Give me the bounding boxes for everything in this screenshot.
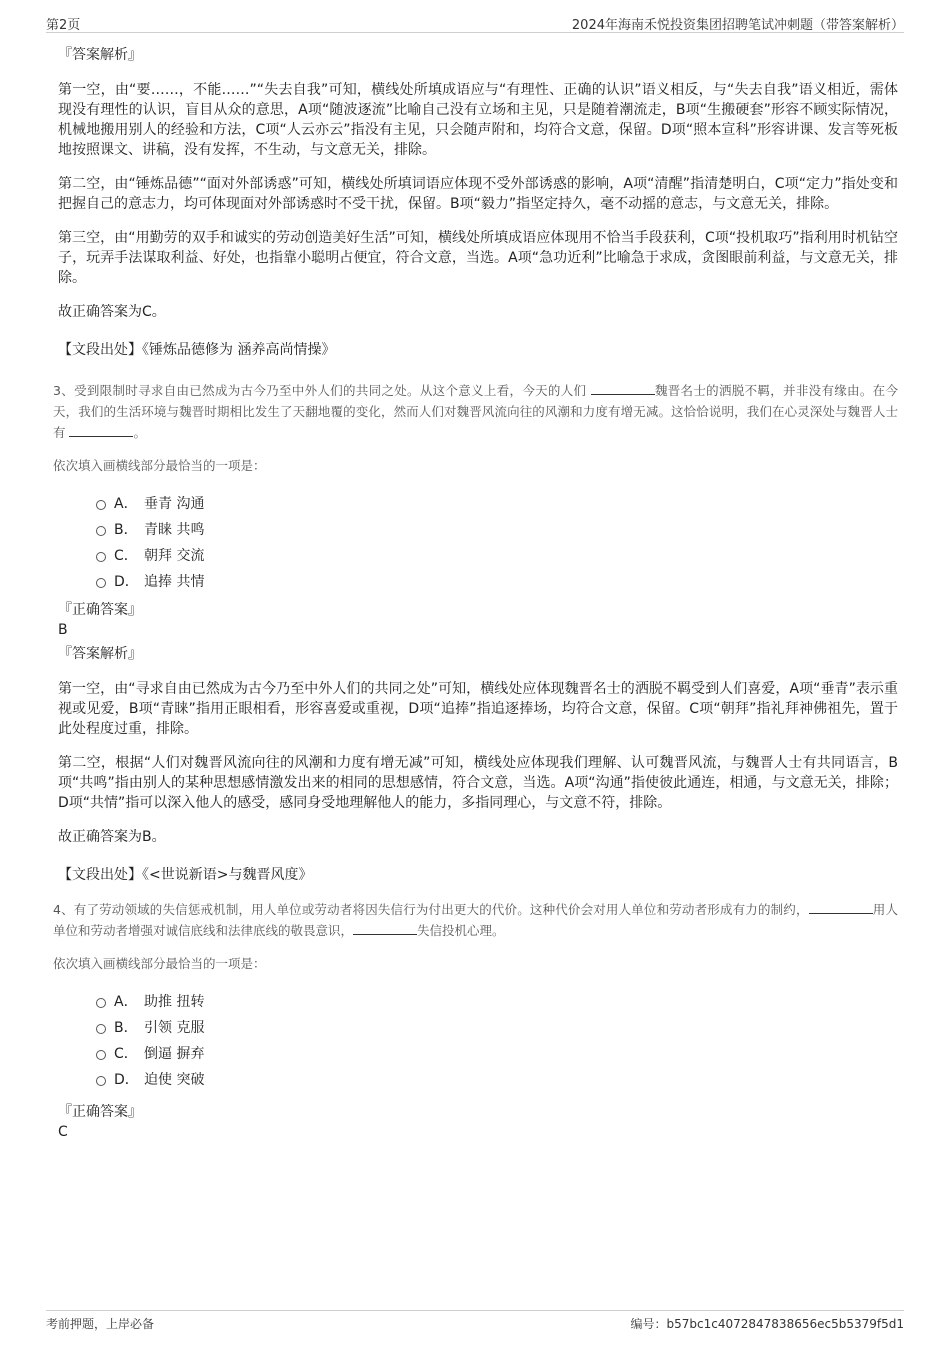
analysis-paragraph: 第二空，由“锤炼品德”“面对外部诱惑”可知，横线处所填词语应体现不受外部诱惑的影响，A项“清醒”指清楚明白，C项“定力”指处变和把握自己的意志力，均可体现面对外部诱惑时不受干扰，保留。B项“毅力”指坚定持久，毫不动摇的意志，与文意无关，排除。 (58, 176, 898, 212)
correct-answer-value: C (58, 1124, 68, 1140)
analysis-paragraph: 第一空，由“要……，不能……”“失去自我”可知，横线处所填成语应与“有理性、正确的认识”语义相反，与“失去自我”语义相近，需体现没有理性的认识，盲目从众的意思，A项“随波逐流”比喻自己没有立场和主见，只是随着潮流走，B项“生搬硬套”形容不顾实际情况，机械地搬用别人的经验和方法，C项“人云亦云”指没有主见，只会随声附和，均符合文意，保留。D项“照本宣科”形容讲课、发言等死板地按照课文、讲稿，没有发挥，不生动，与文意无关，排除。 (58, 82, 898, 158)
radio-icon[interactable] (96, 552, 106, 562)
conclusion: 故正确答案为C。 (58, 304, 166, 320)
page-footer (46, 1310, 904, 1333)
radio-icon[interactable] (96, 1050, 106, 1060)
correct-answer-label: 『正确答案』 (58, 602, 142, 618)
fill-blank (69, 424, 133, 437)
option-a[interactable]: A． 垂青 沟通 (96, 491, 898, 517)
source-citation: 【文段出处】《<世说新语>与魏晋风度》 (58, 867, 313, 883)
analysis-paragraph: 第一空，由“寻求自由已然成为古今乃至中外人们的共同之处”可知，横线处应体现魏晋名士的洒脱不羁受到人们喜爱，A项“垂青”表示重视或见爱，B项“青睐”指用正眼相看，形容喜爱或重视，D项“追捧”指追逐捧场，均符合文意，保留。C项“朝拜”指礼拜神佛祖先，置于此处程度过重，排除。 (58, 681, 898, 737)
option-d[interactable]: D． 迫使 突破 (96, 1067, 898, 1093)
option-c[interactable]: C． 朝拜 交流 (96, 543, 898, 569)
question-4-options (96, 989, 898, 1093)
option-b[interactable]: B． 青睐 共鸣 (96, 517, 898, 543)
option-c[interactable]: C． 倒逼 摒弃 (96, 1041, 898, 1067)
radio-icon[interactable] (96, 500, 106, 510)
page-number: 第2页 (46, 18, 81, 33)
radio-icon[interactable] (96, 578, 106, 588)
main-content (53, 44, 898, 1145)
question-3-options (96, 491, 898, 595)
page-header (46, 12, 904, 33)
option-b[interactable]: B． 引领 克服 (96, 1015, 898, 1041)
radio-icon[interactable] (96, 998, 106, 1008)
document-id: 编号：b57bc1c4072847838656ec5b5379f5d1 (630, 1317, 904, 1331)
question-prompt: 依次填入画横线部分最恰当的一项是： (53, 956, 266, 971)
analysis-paragraph: 第二空，根据“人们对魏晋风流向往的风潮和力度有增无减”可知，横线处应体现我们理解、认可魏晋风流，与魏晋人士有共同语言，B项“共鸣”指由别人的某种思想感情激发出来的相同的思想感情，符合文意，当选。A项“沟通”指使彼此通连，相通，与文意无关，排除；D项“共情”指可以深入他人的感受，感同身受地理解他人的能力，多指同理心，与文意不符，排除。 (58, 755, 898, 811)
source-citation: 【文段出处】《锤炼品德修为 涵养高尚情操》 (58, 342, 336, 358)
question-4-text: 4、有了劳动领域的失信惩戒机制，用人单位或劳动者将因失信行为付出更大的代价。这种代价会对用人单位和劳动者形成有力的制约， 用人单位和劳动者增强对诚信底线和法律底线的敬畏意识， 失信投机心理。 (53, 902, 898, 938)
radio-icon[interactable] (96, 1024, 106, 1034)
fill-blank (809, 901, 873, 914)
correct-answer-label: 『正确答案』 (58, 1104, 142, 1120)
answer-analysis-label: 『答案解析』 (58, 47, 142, 63)
document-title: 2024年海南禾悦投资集团招聘笔试冲刺题（带答案解析） (571, 18, 904, 33)
question-prompt: 依次填入画横线部分最恰当的一项是： (53, 458, 266, 473)
option-d[interactable]: D． 追捧 共情 (96, 569, 898, 595)
footer-slogan: 考前押题，上岸必备 (46, 1317, 155, 1331)
fill-blank (591, 382, 655, 395)
correct-answer-value: B (58, 622, 68, 638)
analysis-paragraph: 第三空，由“用勤劳的双手和诚实的劳动创造美好生活”可知，横线处所填成语应体现用不恰当手段获利，C项“投机取巧”指利用时机钻空子，玩弄手法谋取利益、好处，也指靠小聪明占便宜，符合文意，当选。A项“急功近利”比喻急于求成，贪图眼前利益，与文意无关，排除。 (58, 230, 898, 286)
answer-analysis-label: 『答案解析』 (58, 646, 142, 662)
option-a[interactable]: A． 助推 扭转 (96, 989, 898, 1015)
radio-icon[interactable] (96, 526, 106, 536)
question-3-text: 3、受到限制时寻求自由已然成为古今乃至中外人们的共同之处。从这个意义上看，今天的人们 魏晋名士的洒脱不羁，并非没有缘由。在今天，我们的生活环境与魏晋时期相比发生了天翻地覆的变化，然而人们对魏晋风流向往的风潮和力度有增无减。这恰恰说明，我们在心灵深处与魏晋人士有 。 (53, 383, 898, 440)
conclusion: 故正确答案为B。 (58, 829, 166, 845)
fill-blank (353, 922, 417, 935)
radio-icon[interactable] (96, 1076, 106, 1086)
